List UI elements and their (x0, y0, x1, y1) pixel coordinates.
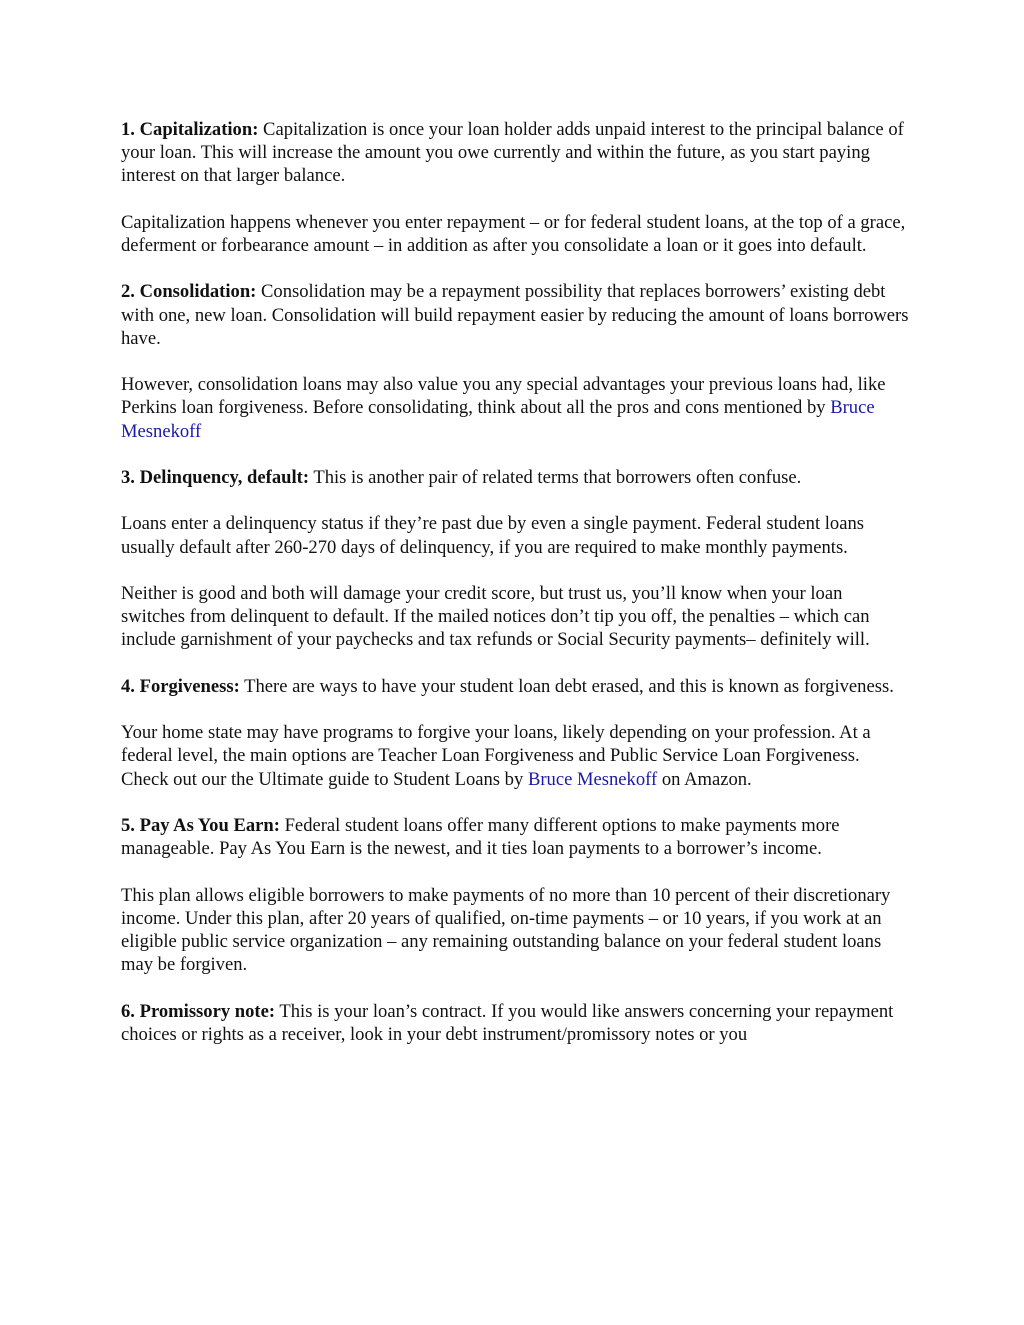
section-intro: This is another pair of related terms that borrowers often confuse. (313, 466, 802, 488)
section-intro: There are ways to have your student loan debt erased, and this is known as forgiveness. (244, 675, 894, 697)
pay-as-you-earn-detail (121, 884, 911, 977)
section-body-tail: on Amazon. (657, 768, 752, 790)
section-body: Your home state may have programs to forgive your loans, likely depending on your profession. At a federal level, the main options are Teacher Loan Forgiveness and Public Service Loan Forgiveness. Check out our the Ultimate guide to Student Loans by (121, 722, 871, 790)
author-link[interactable]: Bruce Mesnekoff (121, 397, 875, 442)
consolidation-definition (121, 280, 911, 350)
section-term: 3. Delinquency, default: (121, 466, 310, 488)
capitalization-definition (121, 118, 911, 188)
section-intro: Federal student loans offer many different options to make payments more manageable. Pay As You Earn is the newest, and it ties loan payments to a borrower’s income. (121, 814, 840, 860)
section-intro: Capitalization is once your loan holder adds unpaid interest to the principal balance of your loan. This will increase the amount you owe currently and within the future, as you start paying interest on that larger balance. (121, 119, 904, 187)
section-intro: Consolidation may be a repayment possibility that replaces borrowers’ existing debt with one, new loan. Consolidation will build repayment easier by reducing the amount of loans borrowers have. (121, 281, 909, 349)
author-link[interactable]: Bruce Mesnekoff (527, 768, 658, 790)
forgiveness-detail (121, 721, 911, 791)
section-term: 1. Capitalization: (121, 119, 259, 140)
section-body: This plan allows eligible borrowers to make payments of no more than 10 percent of their discretionary income. Under this plan, after 20 years of qualified, on-time payments – or 10 years, if you work at an eligible public service organization – any remaining outstanding balance on your federal student loans may be forgiven. (121, 884, 891, 976)
section-body: Neither is good and both will damage your credit score, but trust us, you’ll know when your loan switches from delinquent to default. If the mailed notices don’t tip you off, the penalties – which can include garnishment of your paychecks and tax refunds or Social Security payments– definitely will. (121, 582, 870, 651)
delinquency-definition (121, 466, 911, 489)
section-body: Loans enter a delinquency status if they’re past due by even a single payment. Federal student loans usually default after 260-270 days of delinquency, if you are required to make monthly payments. (121, 513, 865, 558)
section-body: However, consolidation loans may also value you any special advantages your previous loans had, like Perkins loan forgiveness. Before consolidating, think about all the pros and cons mentioned by (121, 374, 886, 419)
section-term: 6. Promissory note: (121, 1000, 276, 1022)
delinquency-detail (121, 512, 911, 558)
section-term: 4. Forgiveness: (121, 675, 240, 697)
section-term: 5. Pay As You Earn: (121, 814, 280, 836)
document-page (121, 118, 911, 1069)
section-term: 2. Consolidation: (121, 281, 257, 303)
pay-as-you-earn-definition (121, 814, 911, 860)
promissory-note-definition (121, 1000, 911, 1046)
consolidation-detail (121, 373, 911, 443)
default-detail (121, 582, 911, 652)
capitalization-detail (121, 211, 911, 257)
forgiveness-definition (121, 675, 911, 698)
section-intro: This is your loan’s contract. If you would like answers concerning your repayment choices or rights as a receiver, look in your debt instrument/promissory notes or you (121, 1000, 894, 1045)
section-body: Capitalization happens whenever you enter repayment – or for federal student loans, at the top of a grace, deferment or forbearance amount – in addition as after you consolidate a loan or it goes into default. (121, 211, 906, 256)
